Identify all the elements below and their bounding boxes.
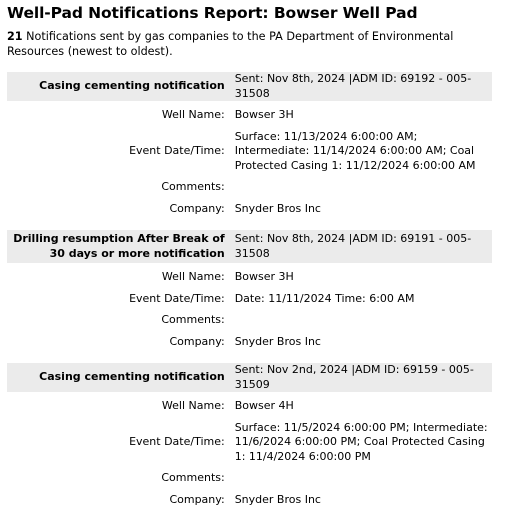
notification-record (7, 72, 492, 216)
company-value: Snyder Bros Inc (230, 202, 492, 217)
notification-sent: Sent: Nov 2nd, 2024 |ADM ID: 69159 - 005-31509 (230, 363, 492, 392)
company-label: Company: (7, 493, 230, 507)
event-datetime-value: Surface: 11/5/2024 6:00:00 PM; Intermediate: 11/6/2024 6:00:00 PM; Coal Protected Casing 1: 11/4/2024 6:00:00 PM (230, 421, 492, 465)
well-name-value: Bowser 3H (230, 270, 492, 285)
well-name-value: Bowser 4H (230, 399, 492, 414)
well-name-label: Well Name: (7, 108, 230, 123)
comments-row (7, 471, 492, 486)
comments-label: Comments: (7, 180, 230, 195)
event-datetime-label: Event Date/Time: (7, 292, 230, 307)
notification-header (7, 230, 492, 263)
notification-header (7, 72, 492, 101)
event-datetime-value: Surface: 11/13/2024 6:00:00 AM; Intermediate: 11/14/2024 6:00:00 AM; Coal Protected Casing 1: 11/12/2024 6:00:00 AM (230, 130, 492, 174)
well-name-row (7, 270, 492, 285)
notification-type: Casing cementing notification (7, 77, 230, 96)
well-name-row (7, 108, 492, 123)
well-name-value: Bowser 3H (230, 108, 492, 123)
company-label: Company: (7, 335, 230, 350)
comments-value (230, 471, 492, 486)
comments-row (7, 180, 492, 195)
company-value: Snyder Bros Inc (230, 493, 492, 507)
notification-sent: Sent: Nov 8th, 2024 |ADM ID: 69191 - 005-31508 (230, 232, 492, 261)
notification-record (7, 230, 492, 349)
well-name-row (7, 399, 492, 414)
notification-header (7, 363, 492, 392)
event-datetime-label: Event Date/Time: (7, 435, 230, 450)
comments-value (230, 313, 492, 328)
notification-count: 21 (7, 30, 23, 43)
comments-row (7, 313, 492, 328)
comments-label: Comments: (7, 313, 230, 328)
page-title: Well-Pad Notifications Report: Bowser Well Pad (7, 0, 513, 23)
company-row (7, 202, 492, 217)
company-row (7, 335, 492, 350)
event-datetime-row (7, 421, 492, 465)
notification-sent: Sent: Nov 8th, 2024 |ADM ID: 69192 - 005-31508 (230, 72, 492, 101)
comments-label: Comments: (7, 471, 230, 486)
comments-value (230, 180, 492, 195)
event-datetime-label: Event Date/Time: (7, 144, 230, 159)
intro-paragraph (7, 29, 477, 59)
company-value: Snyder Bros Inc (230, 335, 492, 350)
event-datetime-row (7, 130, 492, 174)
well-name-label: Well Name: (7, 270, 230, 285)
intro-text: Notifications sent by gas companies to the PA Department of Environmental Resources (newest to oldest). (7, 30, 453, 58)
event-datetime-value: Date: 11/11/2024 Time: 6:00 AM (230, 292, 492, 307)
well-name-label: Well Name: (7, 399, 230, 414)
notification-type: Casing cementing notification (7, 368, 230, 387)
event-datetime-row (7, 292, 492, 307)
company-label: Company: (7, 202, 230, 217)
notification-record (7, 363, 492, 507)
notification-type: Drilling resumption After Break of 30 days or more notification (7, 230, 230, 263)
